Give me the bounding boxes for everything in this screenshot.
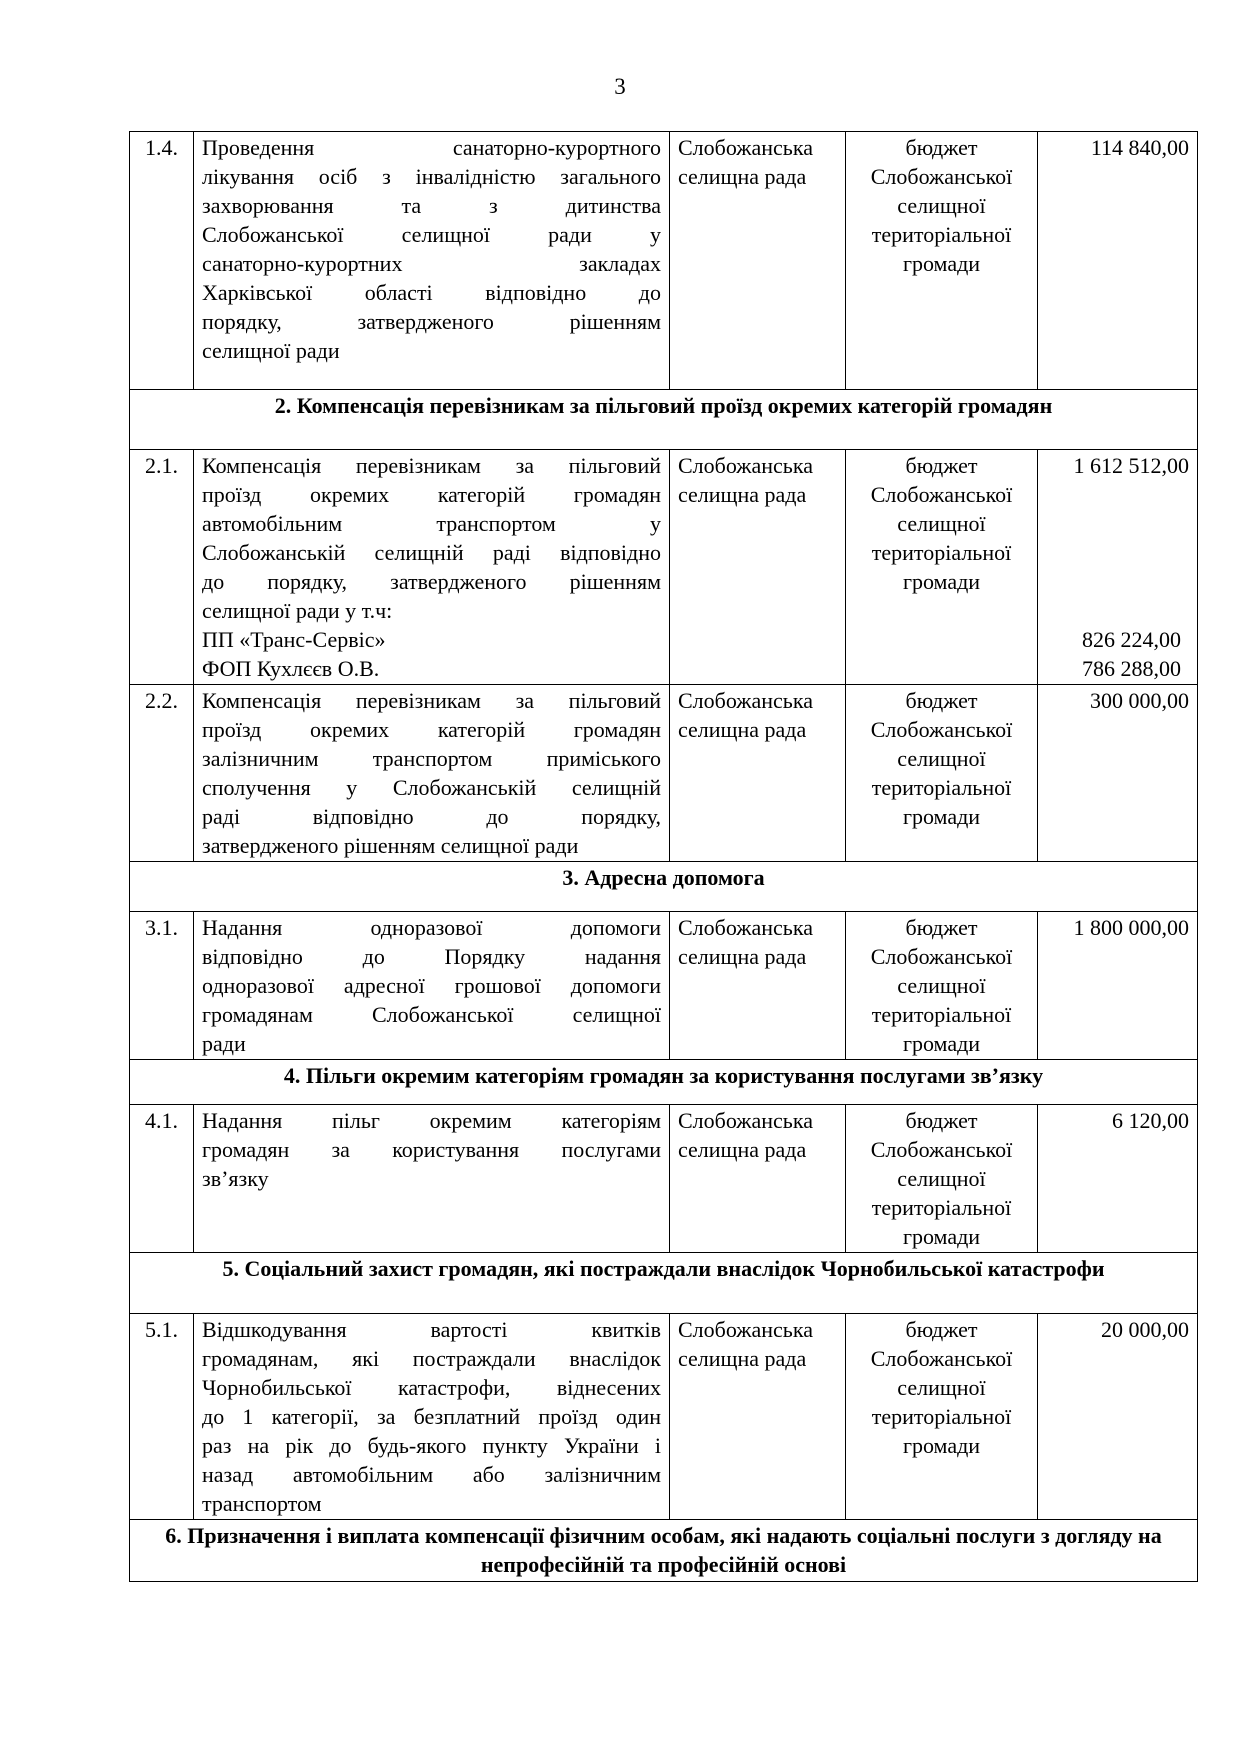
item-funding-source: бюджет Слобожанської селищної територіальної громади [846, 1314, 1038, 1520]
item-number: 2.1. [130, 450, 194, 685]
description-line: селищної ради [202, 338, 340, 363]
amount-spacer [1046, 509, 1189, 538]
description-line: до порядку, затвердженого рішенням [202, 569, 661, 594]
section-title: 2. Компенсація перевізникам за пільговий проїзд окремих категорій громадян [130, 390, 1198, 450]
description-line: громадян за користування послугами [202, 1137, 661, 1162]
description-line: до 1 категорії, за безплатний проїзд один [202, 1404, 661, 1429]
section-row [130, 1060, 1198, 1105]
description-line: Проведення санаторно-курортного [202, 135, 661, 160]
item-executor: Слобожанська селищна рада [670, 912, 846, 1060]
description-line: ФОП Кухлєєв О.В. [202, 656, 380, 681]
description-line: проїзд окремих категорій громадян [202, 717, 661, 742]
description-line: громадянам Слобожанської селищної [202, 1002, 661, 1027]
amount-total: 6 120,00 [1112, 1108, 1189, 1133]
item-executor: Слобожанська селищна рада [670, 450, 846, 685]
program-table [129, 131, 1198, 1582]
description-line: Відшкодування вартості квитків [202, 1317, 661, 1342]
section-title: 5. Соціальний захист громадян, які постраждали внаслідок Чорнобильської катастрофи [130, 1253, 1198, 1314]
description-line: затвердженого рішенням селищної ради [202, 833, 579, 858]
item-funding-source: бюджет Слобожанської селищної територіальної громади [846, 1105, 1038, 1253]
description-line: проїзд окремих категорій громадян [202, 482, 661, 507]
amount-spacer [1046, 596, 1189, 625]
item-number: 5.1. [130, 1314, 194, 1520]
section-title: 4. Пільги окремим категоріям громадян за користування послугами зв’язку [130, 1060, 1198, 1105]
amount-total: 114 840,00 [1090, 135, 1189, 160]
item-amount [1038, 685, 1198, 862]
item-amount [1038, 132, 1198, 390]
section-title: 6. Призначення і виплата компенсації фізичним особам, які надають соціальні послуги з догляду на непрофесійній та професійній основі [130, 1520, 1198, 1582]
description-line: порядку, затвердженого рішенням [202, 309, 661, 334]
item-row [130, 685, 1198, 862]
section-row [130, 1520, 1198, 1582]
section-row [130, 390, 1198, 450]
item-executor: Слобожанська селищна рада [670, 685, 846, 862]
description-line: автомобільним транспортом у [202, 511, 661, 536]
item-executor: Слобожанська селищна рада [670, 1314, 846, 1520]
description-line: Слобожанської селищної ради у [202, 222, 661, 247]
item-description [194, 1314, 670, 1520]
description-line: ради [202, 1031, 246, 1056]
item-description [194, 685, 670, 862]
program-table-body [130, 132, 1198, 1582]
description-line: залізничним транспортом приміського [202, 746, 661, 771]
description-line: громадянам, які постраждали внаслідок [202, 1346, 661, 1371]
amount-spacer [1046, 567, 1189, 596]
item-funding-source: бюджет Слобожанської селищної територіальної громади [846, 132, 1038, 390]
item-number: 4.1. [130, 1105, 194, 1253]
section-row [130, 862, 1198, 912]
description-line: селищної ради у т.ч: [202, 598, 393, 623]
description-line: санаторно-курортних закладах [202, 251, 661, 276]
description-line: ПП «Транс-Сервіс» [202, 627, 386, 652]
description-line: сполучення у Слобожанській селищній [202, 775, 661, 800]
item-row [130, 1105, 1198, 1253]
item-amount [1038, 1314, 1198, 1520]
amount-breakdown: 786 288,00 [1082, 656, 1181, 681]
item-row [130, 450, 1198, 685]
amount-total: 300 000,00 [1090, 688, 1189, 713]
amount-total: 1 612 512,00 [1073, 453, 1189, 478]
item-description [194, 450, 670, 685]
description-line: одноразової адресної грошової допомоги [202, 973, 661, 998]
item-amount [1038, 450, 1198, 685]
item-number: 2.2. [130, 685, 194, 862]
description-line: Надання одноразової допомоги [202, 915, 661, 940]
section-row [130, 1253, 1198, 1314]
description-line: зв’язку [202, 1166, 269, 1191]
item-description [194, 132, 670, 390]
item-funding-source: бюджет Слобожанської селищної територіальної громади [846, 450, 1038, 685]
item-row [130, 1314, 1198, 1520]
section-title: 3. Адресна допомога [130, 862, 1198, 912]
amount-total: 20 000,00 [1101, 1317, 1189, 1342]
item-amount [1038, 1105, 1198, 1253]
description-line: Чорнобильської катастрофи, віднесених [202, 1375, 661, 1400]
item-funding-source: бюджет Слобожанської селищної територіальної громади [846, 912, 1038, 1060]
description-line: Слобожанській селищній раді відповідно [202, 540, 661, 565]
item-amount [1038, 912, 1198, 1060]
description-line: раді відповідно до порядку, [202, 804, 661, 829]
description-line: захворювання та з дитинства [202, 193, 661, 218]
description-line: Компенсація перевізникам за пільговий [202, 688, 661, 713]
description-line: Надання пільг окремим категоріям [202, 1108, 661, 1133]
amount-total: 1 800 000,00 [1073, 915, 1189, 940]
item-executor: Слобожанська селищна рада [670, 1105, 846, 1253]
item-description [194, 912, 670, 1060]
item-row [130, 912, 1198, 1060]
amount-spacer [1046, 538, 1189, 567]
description-line: Компенсація перевізникам за пільговий [202, 453, 661, 478]
amount-breakdown: 826 224,00 [1082, 627, 1181, 652]
description-line: лікування осіб з інвалідністю загального [202, 164, 661, 189]
item-funding-source: бюджет Слобожанської селищної територіальної громади [846, 685, 1038, 862]
item-row [130, 132, 1198, 390]
description-line: транспортом [202, 1491, 322, 1516]
item-description [194, 1105, 670, 1253]
description-line: Харківської області відповідно до [202, 280, 661, 305]
page-number: 3 [614, 74, 626, 99]
amount-spacer [1046, 480, 1189, 509]
description-line: раз на рік до будь-якого пункту України і [202, 1433, 661, 1458]
item-executor: Слобожанська селищна рада [670, 132, 846, 390]
description-line: відповідно до Порядку надання [202, 944, 661, 969]
item-number: 1.4. [130, 132, 194, 390]
description-line: назад автомобільним або залізничним [202, 1462, 661, 1487]
item-number: 3.1. [130, 912, 194, 1060]
